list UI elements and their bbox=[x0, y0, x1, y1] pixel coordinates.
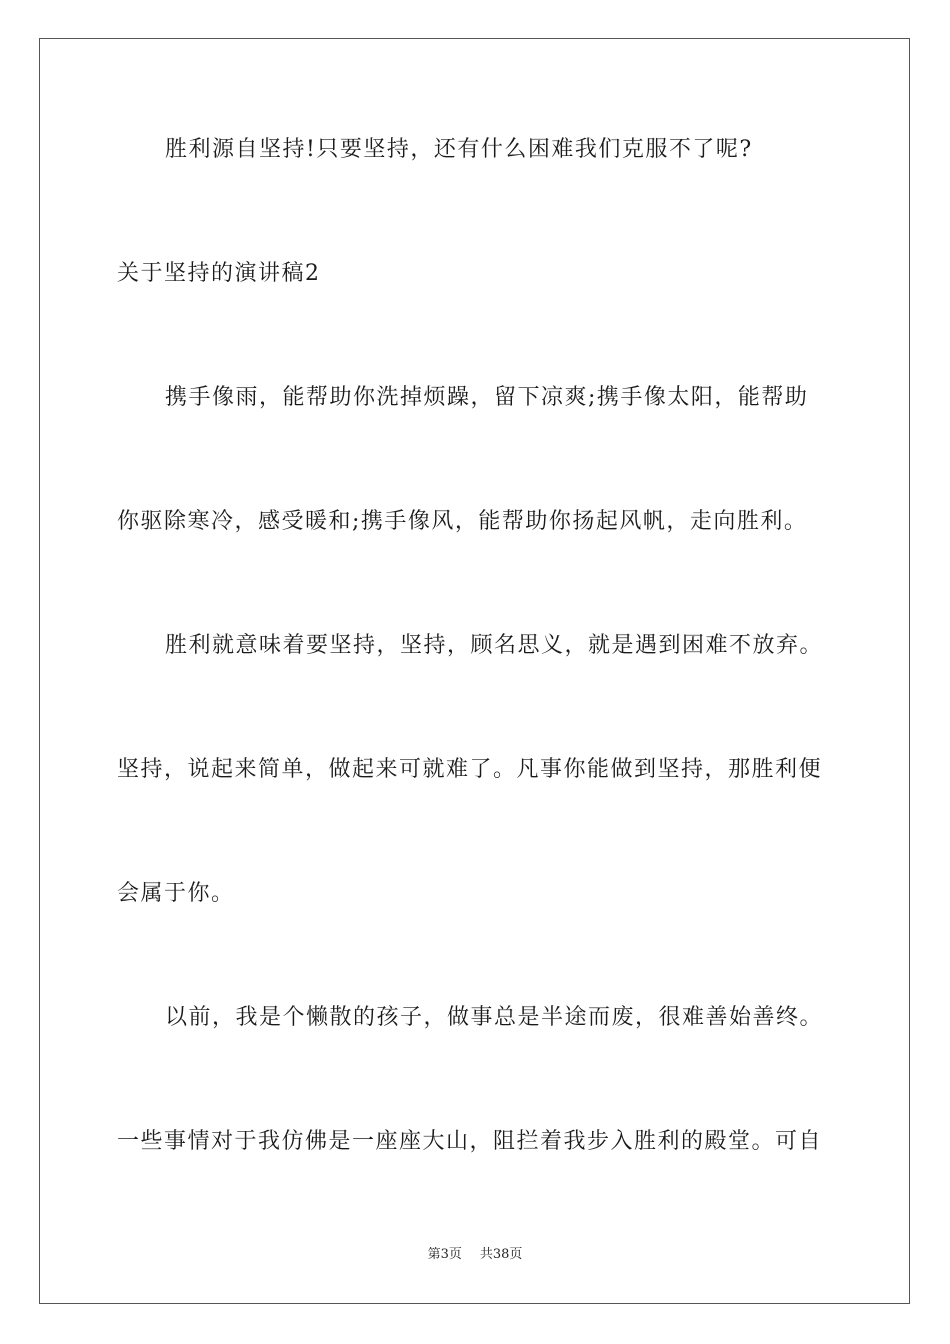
page-frame bbox=[39, 38, 910, 1304]
paragraph-line: 一些事情对于我仿佛是一座座大山，阻拦着我步入胜利的殿堂。可自 bbox=[117, 1129, 823, 1154]
paragraph-line: 坚持，说起来简单，做起来可就难了。凡事你能做到坚持，那胜利便 bbox=[117, 757, 823, 782]
page-number: 第3页 bbox=[427, 1247, 462, 1262]
section-heading: 关于坚持的演讲稿2 bbox=[117, 261, 321, 286]
paragraph-line: 胜利源自坚持!只要坚持，还有什么困难我们克服不了呢? bbox=[165, 137, 753, 162]
paragraph-line: 以前，我是个懒散的孩子，做事总是半途而废，很难善始善终。 bbox=[165, 1005, 824, 1030]
paragraph-line: 你驱除寒冷，感受暖和;携手像风，能帮助你扬起风帆，走向胜利。 bbox=[117, 509, 808, 534]
paragraph-line: 会属于你。 bbox=[117, 881, 235, 906]
page-total: 共38页 bbox=[479, 1247, 523, 1262]
page-footer bbox=[0, 1246, 950, 1264]
paragraph-line: 胜利就意味着要坚持，坚持，顾名思义，就是遇到困难不放弃。 bbox=[165, 633, 824, 658]
paragraph-line: 携手像雨，能帮助你洗掉烦躁，留下凉爽;携手像太阳，能帮助 bbox=[165, 385, 809, 410]
